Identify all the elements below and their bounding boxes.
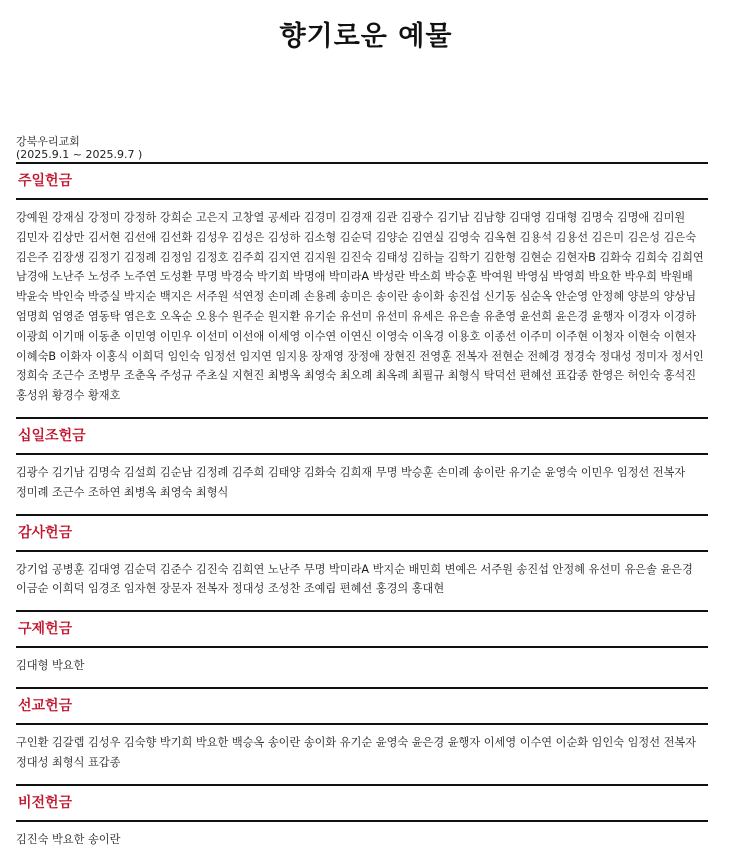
donor-name-list: 강기업 공병훈 김대영 김순덕 김준수 김진숙 김희연 노난주 무명 박미라A 박지순 배민희 변예은 서주원 송진섭 안정혜 유선미 유은솔 윤은경 이금순 이희덕 임경조 임자현 장문자 전복자 정대성 조성찬 조예림 편혜선 홍경의 홍대현 — [16, 562, 693, 596]
church-name: 강북우리교회 — [16, 135, 80, 148]
donor-name-list: 구인환 김갈렙 김성우 김숙향 박기희 박요한 백승옥 송이란 송이화 유기순 윤영숙 윤은경 윤행자 이세영 이수연 이순화 임인숙 임정선 전복자 정대성 최형식 표갑종 — [16, 735, 697, 769]
section-title: 선교헌금 — [18, 697, 73, 714]
section-relief-offering — [16, 610, 708, 687]
donor-name-list: 김광수 김기남 김명숙 김설희 김순남 김정례 김주희 김태양 김화숙 김희재 무명 박승훈 손미례 송이란 유기순 윤영숙 이민우 임정선 전복자 정미례 조근수 조하연 최병옥 최영숙 최형식 — [16, 465, 686, 499]
section-sunday-offering — [16, 162, 708, 417]
section-title: 구제헌금 — [18, 621, 73, 638]
donor-name-list: 김대형 박요한 — [16, 659, 85, 673]
date-range: (2025.9.1 ~ 2025.9.7 ) — [16, 148, 143, 161]
section-title: 주일헌금 — [18, 173, 73, 189]
section-tithe-offering — [16, 417, 708, 514]
section-thanksgiving-offering — [16, 514, 708, 611]
section-vision-offering — [16, 784, 708, 860]
section-title: 십일조헌금 — [18, 427, 86, 444]
section-mission-offering — [16, 687, 708, 784]
page-title: 향기로운 예물 — [279, 21, 453, 52]
donor-name-list: 강예원 강재심 강정미 강정하 강희순 고은지 고창열 공세라 김경미 김경재 김관 김광수 김기남 김남향 김대영 김대형 김명숙 김명애 김미원 김민자 김상만 김서현 김선애 김선화 김성우 김성은 김성하 김소형 김순덕 김양순 김연실 김영숙 김옥현 김용석 김용선 김은미 김은성 김은숙 김은주 김장생 김정기 김정례 김정임 김정호 김주희 김지연 김지원 김진숙 김태성 김하늘 김학기 김한형 김현순 김현자B 김화숙 김희숙 김희연 남경애 노난주 노성주 노주연 도성환 무명 박경숙 박기희 박명애 박미라A 박성란 박소희 박승훈 박여원 박영심 박영희 박요한 박우희 박원배 박윤숙 박인숙 박증실 박지순 백지은 서주원 석연정 손미례 손용례 송미은 송이란 송이화 송진섭 신기동 심순옥 안순영 안정혜 양분의 양상님 엄명희 엄영준 염동탁 염은호 오옥순 오용수 원주순 원지환 유기순 유선미 유선미 유세은 유은솔 유춘영 윤선희 윤은경 윤행자 이경자 이경하 이광희 이기매 이동춘 이민영 이민우 이선미 이선애 이세영 이수연 이연신 이영숙 이옥경 이용호 이종선 이주미 이주현 이청자 이현숙 이현자 이혜숙B 이화자 이홍식 이희덕 임인숙 임정선 임지연 임지용 장재영 장정애 장현진 전영훈 전복자 전현순 전혜경 정경숙 정대성 정미자 정서인 정희숙 조근수 조병무 조춘옥 주성규 주초실 지현진 최병옥 최영숙 최오례 최옥례 최필규 최형식 탁덕선 편혜선 표갑종 한영은 허인숙 홍석진 홍성위 황경수 황재호 — [16, 211, 704, 403]
section-title: 비전헌금 — [18, 794, 73, 811]
section-title: 감사헌금 — [18, 524, 73, 541]
header-info — [16, 135, 142, 161]
donor-name-list: 김진숙 박요한 송이란 — [16, 832, 121, 846]
offering-sections — [16, 162, 708, 860]
